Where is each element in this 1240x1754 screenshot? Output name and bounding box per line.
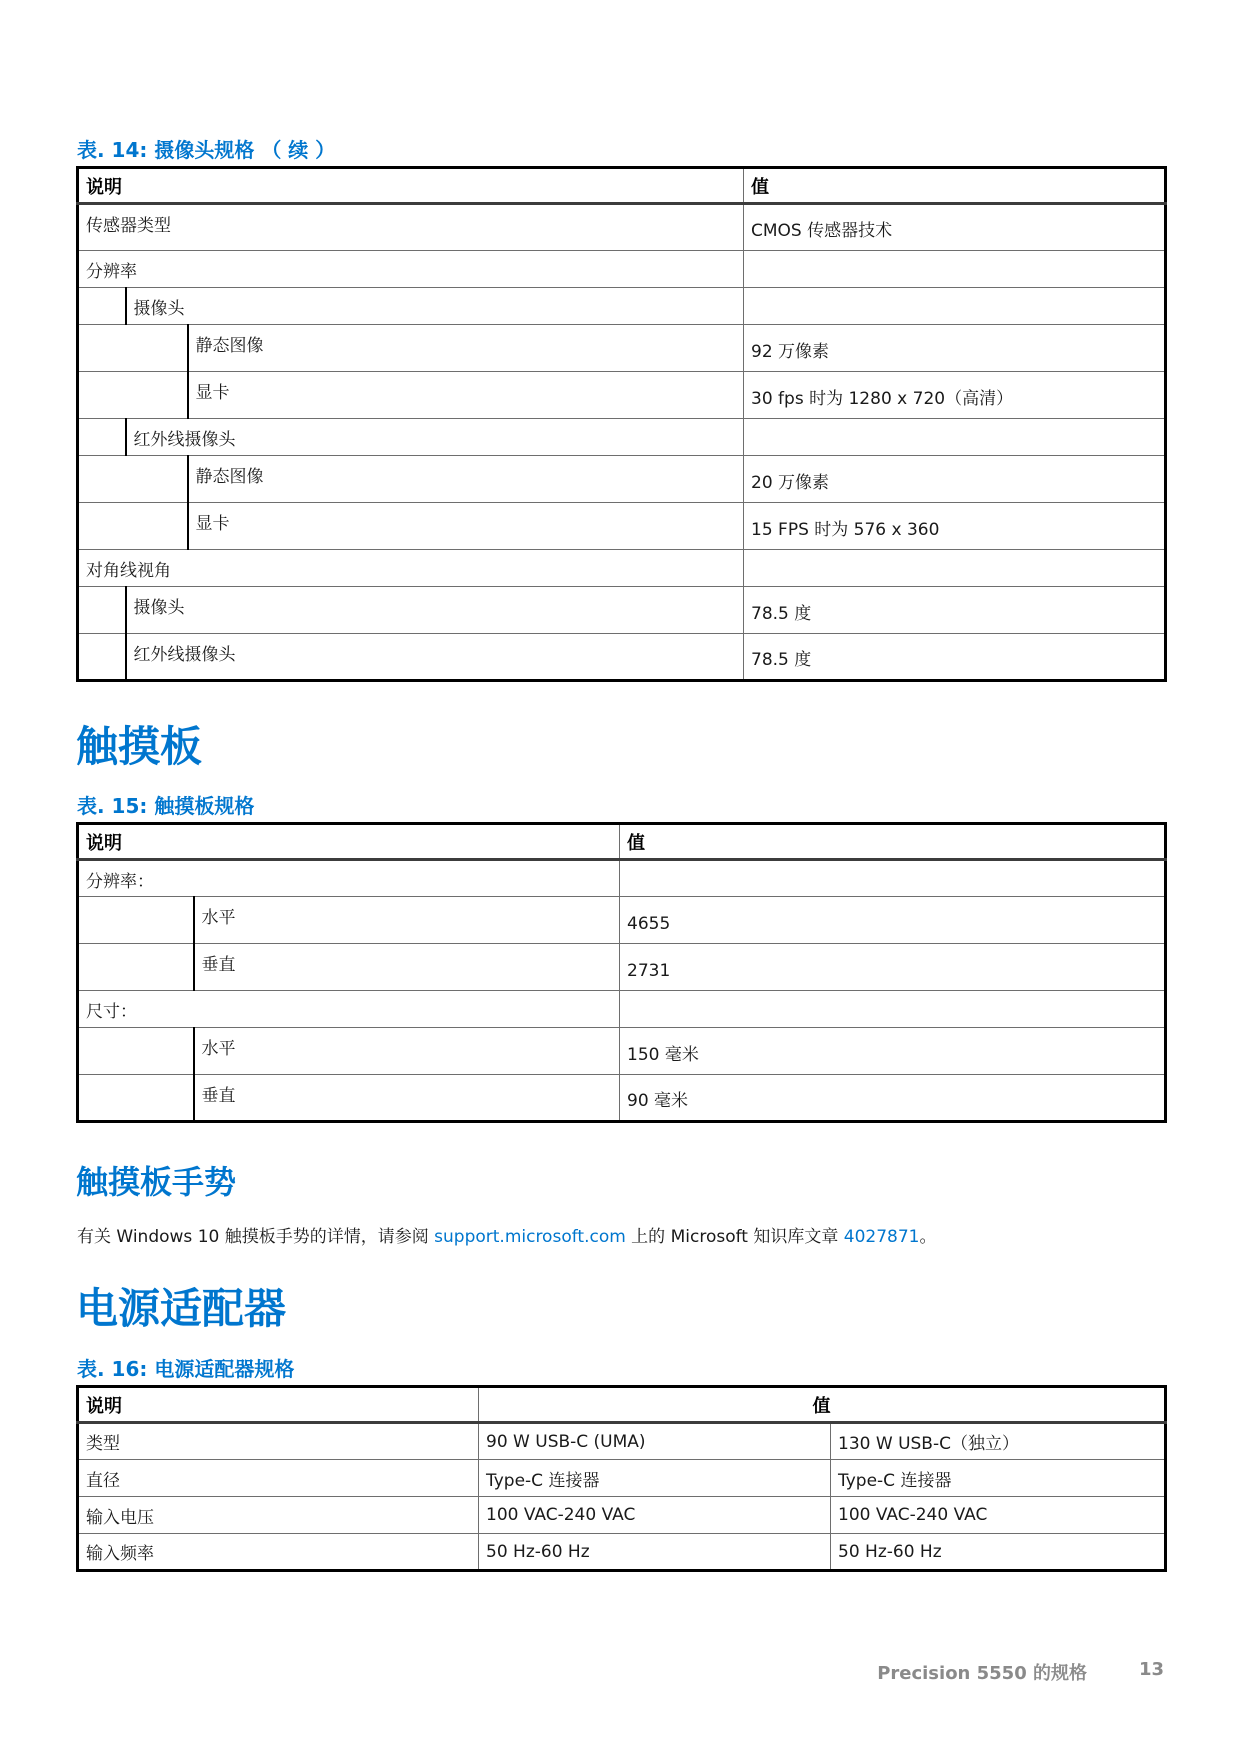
table-14-caption: 表. 14: 摄像头规格 （ 续 ） bbox=[77, 138, 336, 162]
row-value: 4655 bbox=[620, 897, 1166, 944]
row-label: 分辨率： bbox=[78, 860, 620, 897]
table-row bbox=[78, 251, 1166, 288]
indent-cell bbox=[78, 634, 126, 681]
table-row bbox=[78, 860, 1166, 897]
indent-cell bbox=[78, 456, 188, 503]
row-label: 输入频率 bbox=[78, 1534, 479, 1571]
indent-cell bbox=[78, 372, 188, 419]
table-header-row bbox=[78, 1387, 1166, 1423]
indent-cell bbox=[78, 1075, 194, 1122]
kb-article-link[interactable]: 4027871 bbox=[843, 1227, 920, 1247]
row-value: CMOS 传感器技术 bbox=[744, 204, 1166, 251]
row-label: 静态图像 bbox=[188, 325, 744, 372]
row-label: 垂直 bbox=[194, 1075, 620, 1122]
row-value-uma: 50 Hz-60 Hz bbox=[479, 1534, 831, 1571]
row-label: 尺寸： bbox=[78, 991, 620, 1028]
row-label: 传感器类型 bbox=[78, 204, 744, 251]
header-value: 值 bbox=[620, 824, 1166, 860]
indent-cell bbox=[78, 419, 126, 456]
camera-spec-table bbox=[76, 166, 1167, 682]
indent-cell bbox=[78, 897, 194, 944]
gestures-text-before: 有关 Windows 10 触摸板手势的详情，请参阅 bbox=[77, 1227, 435, 1247]
row-value-uma: 100 VAC-240 VAC bbox=[479, 1497, 831, 1534]
indent-cell bbox=[78, 503, 188, 550]
header-desc: 说明 bbox=[78, 168, 744, 204]
support-link[interactable]: support.microsoft.com bbox=[434, 1227, 626, 1247]
row-value-uma: 90 W USB-C (UMA) bbox=[479, 1423, 831, 1460]
row-label: 水平 bbox=[194, 897, 620, 944]
row-value: 90 毫米 bbox=[620, 1075, 1166, 1122]
table-row bbox=[78, 456, 1166, 503]
row-value-uma: Type-C 连接器 bbox=[479, 1460, 831, 1497]
row-label: 输入电压 bbox=[78, 1497, 479, 1534]
gestures-text-after: 。 bbox=[919, 1227, 937, 1247]
row-value: 20 万像素 bbox=[744, 456, 1166, 503]
touchpad-spec-table bbox=[76, 822, 1167, 1123]
row-label: 红外线摄像头 bbox=[126, 634, 744, 681]
indent-cell bbox=[78, 288, 126, 325]
row-label: 垂直 bbox=[194, 944, 620, 991]
footer-title: Precision 5550 的规格 bbox=[877, 1663, 1087, 1684]
row-label: 对角线视角 bbox=[78, 550, 744, 587]
row-value bbox=[620, 991, 1166, 1028]
table-row bbox=[78, 204, 1166, 251]
row-label: 显卡 bbox=[188, 372, 744, 419]
power-adapter-heading: 电源适配器 bbox=[76, 1284, 287, 1333]
table-row bbox=[78, 944, 1166, 991]
row-label: 直径 bbox=[78, 1460, 479, 1497]
row-value: 150 毫米 bbox=[620, 1028, 1166, 1075]
row-value-discrete: Type-C 连接器 bbox=[831, 1460, 1166, 1497]
table-row bbox=[78, 1028, 1166, 1075]
row-value-discrete: 50 Hz-60 Hz bbox=[831, 1534, 1166, 1571]
table-row bbox=[78, 325, 1166, 372]
row-value bbox=[620, 860, 1166, 897]
indent-cell bbox=[78, 325, 188, 372]
header-desc: 说明 bbox=[78, 824, 620, 860]
indent-cell bbox=[78, 1028, 194, 1075]
row-label: 水平 bbox=[194, 1028, 620, 1075]
table-15-caption: 表. 15: 触摸板规格 bbox=[77, 794, 255, 818]
row-value: 78.5 度 bbox=[744, 634, 1166, 681]
table-row bbox=[78, 1075, 1166, 1122]
table-row bbox=[78, 550, 1166, 587]
row-value: 30 fps 时为 1280 x 720（高清） bbox=[744, 372, 1166, 419]
adapter-spec-table bbox=[76, 1385, 1167, 1572]
row-label: 静态图像 bbox=[188, 456, 744, 503]
table-row bbox=[78, 419, 1166, 456]
touchpad-heading: 触摸板 bbox=[76, 722, 203, 771]
row-label: 显卡 bbox=[188, 503, 744, 550]
row-value bbox=[744, 288, 1166, 325]
table-row bbox=[78, 991, 1166, 1028]
page-number: 13 bbox=[1138, 1659, 1164, 1680]
row-value: 78.5 度 bbox=[744, 587, 1166, 634]
indent-cell bbox=[78, 944, 194, 991]
header-desc: 说明 bbox=[78, 1387, 479, 1423]
table-row bbox=[78, 503, 1166, 550]
row-value bbox=[744, 550, 1166, 587]
gestures-text-middle: 上的 Microsoft 知识库文章 bbox=[625, 1227, 844, 1247]
row-label: 红外线摄像头 bbox=[126, 419, 744, 456]
table-row bbox=[78, 1534, 1166, 1571]
table-row bbox=[78, 1460, 1166, 1497]
row-value: 15 FPS 时为 576 x 360 bbox=[744, 503, 1166, 550]
row-value: 2731 bbox=[620, 944, 1166, 991]
row-label: 类型 bbox=[78, 1423, 479, 1460]
row-label: 摄像头 bbox=[126, 587, 744, 634]
row-label: 摄像头 bbox=[126, 288, 744, 325]
table-header-row bbox=[78, 168, 1166, 204]
header-value: 值 bbox=[744, 168, 1166, 204]
row-value bbox=[744, 419, 1166, 456]
row-label: 分辨率 bbox=[78, 251, 744, 288]
row-value bbox=[744, 251, 1166, 288]
indent-cell bbox=[78, 587, 126, 634]
row-value-discrete: 130 W USB-C（独立） bbox=[831, 1423, 1166, 1460]
table-row bbox=[78, 587, 1166, 634]
table-row bbox=[78, 897, 1166, 944]
table-16-caption: 表. 16: 电源适配器规格 bbox=[77, 1357, 295, 1381]
touchpad-gestures-heading: 触摸板手势 bbox=[76, 1163, 237, 1201]
table-row bbox=[78, 288, 1166, 325]
table-row bbox=[78, 1497, 1166, 1534]
row-value-discrete: 100 VAC-240 VAC bbox=[831, 1497, 1166, 1534]
header-value: 值 bbox=[479, 1387, 1166, 1423]
table-row bbox=[78, 1423, 1166, 1460]
table-row bbox=[78, 634, 1166, 681]
table-row bbox=[78, 372, 1166, 419]
gestures-paragraph bbox=[77, 1222, 936, 1247]
table-header-row bbox=[78, 824, 1166, 860]
row-value: 92 万像素 bbox=[744, 325, 1166, 372]
